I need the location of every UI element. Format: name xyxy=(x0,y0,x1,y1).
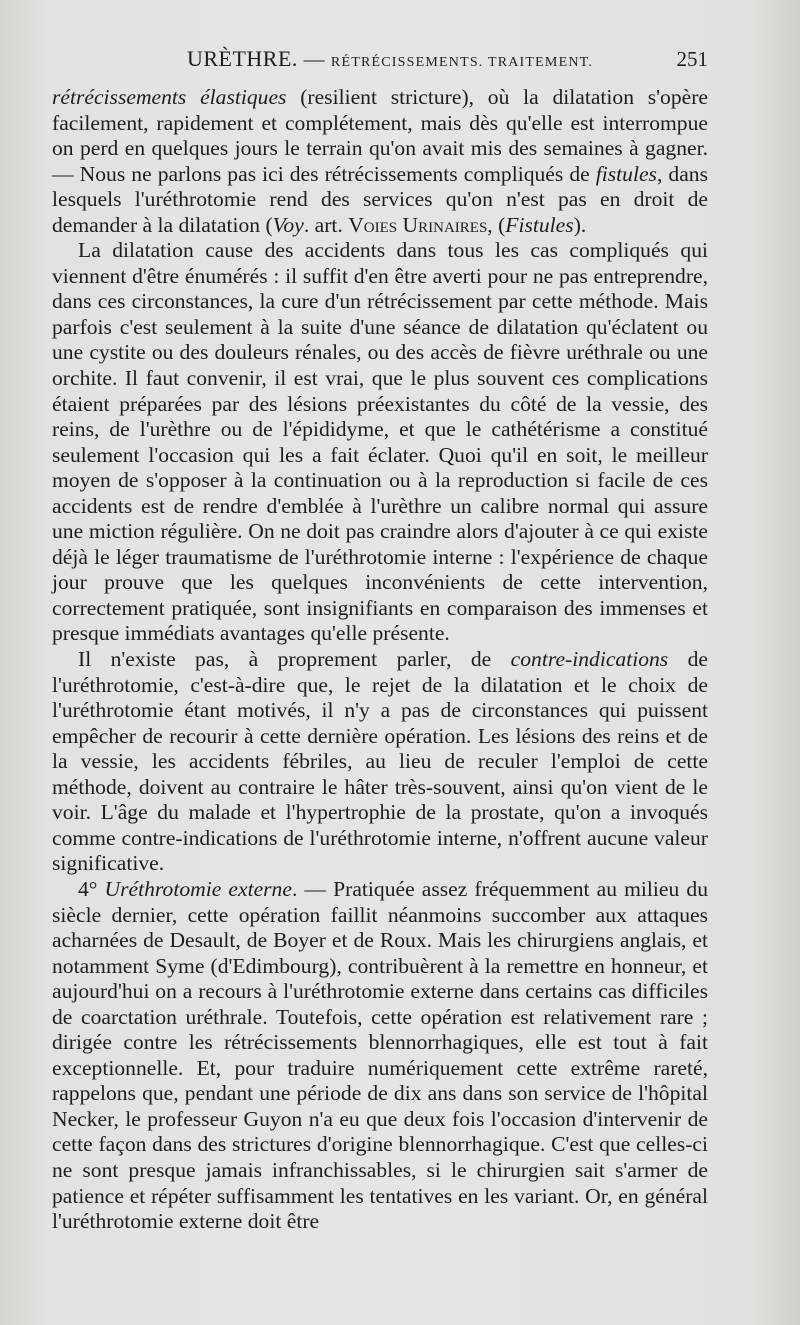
paragraph xyxy=(52,877,708,1235)
page-number: 251 xyxy=(676,47,708,71)
text-run: . — Pratiquée assez fréquemment au milieu du siècle dernier, cette opération faillit néanmoins succomber aux attaques acharnées de Desault, de Boyer et de Roux. Mais les chirurgiens anglais, et notamment Syme (d'Edimbourg), contribuèrent à la remettre en honneur, et aujourd'hui on a recours à l'uréthrotomie externe dans certains cas difficiles de coarctation uréthrale. Toutefois, cette opération est relativement rare ; dirigée contre les rétrécissements blennorrhagiques, elle est tout à fait exceptionnelle. Et, pour traduire numériquement cette extrême rareté, rappelons que, pendant une période de dix ans dans son service de l'hôpital Necker, le professeur Guyon n'a eu que deux fois l'occasion d'intervenir de cette façon dans des strictures d'origine blennorrhagique. C'est que celles-ci ne sont presque jamais infranchissables, si le chirurgien sait s'armer de patience et répéter suffisamment les tentatives en les variant. Or, en général l'uréthrotomie externe doit être xyxy=(52,876,709,1234)
paragraph xyxy=(52,647,708,877)
text-run: Il n'existe pas, à proprement parler, de xyxy=(78,647,511,672)
running-title xyxy=(52,46,668,72)
text-run: 4° xyxy=(78,876,105,901)
paragraph xyxy=(52,85,708,238)
italic-text: rétrécissements élastiques xyxy=(52,85,287,109)
paragraph xyxy=(52,238,708,647)
italic-text: Uréthrotomie externe xyxy=(104,876,292,901)
text-run: , dans lesquels l'uréthrotomie rend des services qu'on n'est pas en droit de demander à la dilatation ( xyxy=(52,161,708,237)
running-title-sub: RÉTRÉCISSEMENTS. TRAITEMENT. xyxy=(330,55,594,70)
italic-text: Voy xyxy=(272,212,304,237)
italic-text: fistules xyxy=(595,161,657,186)
text-run: , ( xyxy=(487,212,506,237)
italic-text: contre-indications xyxy=(510,647,669,672)
text-run: La dilatation cause des accidents dans tous les cas compliqués qui viennent d'être énumérés : il suffit d'en être averti pour ne pas entreprendre, dans ces circonstances, la cure d'un rétrécissement par cette méthode. Mais parfois c'est seulement à la suite d'une séance de dilatation qu'éclatent ou une cystite ou des douleurs rénales, ou des accès de fièvre uréthrale ou une orchite. Il faut convenir, il est vrai, que le plus souvent ces complications étaient préparées par des lésions préexistantes du côté de la vessie, des reins, de l'urèthre ou de l'épididyme, et que le cathétérisme a constitué seulement l'occasion qui les a fait éclater. Quoi qu'il en soit, le meilleur moyen de s'opposer à la continuation ou à la reproduction si facile de ces accidents est de rendre d'emblée à l'urèthre un calibre normal qui assure une miction régulière. On ne doit pas craindre alors d'ajouter à ce qui existe déjà le léger traumatisme de l'uréthrotomie interne : l'expérience de chaque jour prouve que les quelques inconvénients de cette intervention, correctement pratiquée, sont insignifiants en comparaison des immenses et presque immédiats avantages qu'elle présente. xyxy=(52,238,708,646)
text-run: (resilient stricture), où la dilatation s'opère facilement, rapidement et complétement, mais dès qu'elle est interrompue on perd en quelques jours le terrain qu'on avait mis des semaines à gagner. — Nous ne parlons pas ici des rétrécissements compliqués de xyxy=(52,85,709,186)
running-header xyxy=(52,46,708,80)
body-text xyxy=(52,85,708,1235)
running-title-main: URÈTHRE. xyxy=(186,46,298,71)
running-title-separator: — xyxy=(297,47,331,71)
small-caps-text: Voies Urinaires xyxy=(348,212,488,237)
text-run: de l'uréthrotomie, c'est-à-dire que, le rejet de la dilatation et le choix de l'uréthrotomie étant motivés, il n'y a pas de circonstances qui puissent empêcher de recourir à cette dernière opération. Les lésions des reins et de la vessie, les accidents fébriles, au lieu de reculer l'emploi de cette méthode, doivent au contraire le hâter très-souvent, ainsi qu'on vient de le voir. L'âge du malade et l'hypertrophie de la prostate, qu'on a invoqués comme contre-indications de l'uréthrotomie interne, n'offrent aucune valeur significative. xyxy=(52,647,708,876)
italic-text: Fistules xyxy=(505,212,574,237)
text-run: ). xyxy=(573,212,587,237)
text-run: . art. xyxy=(303,212,349,237)
